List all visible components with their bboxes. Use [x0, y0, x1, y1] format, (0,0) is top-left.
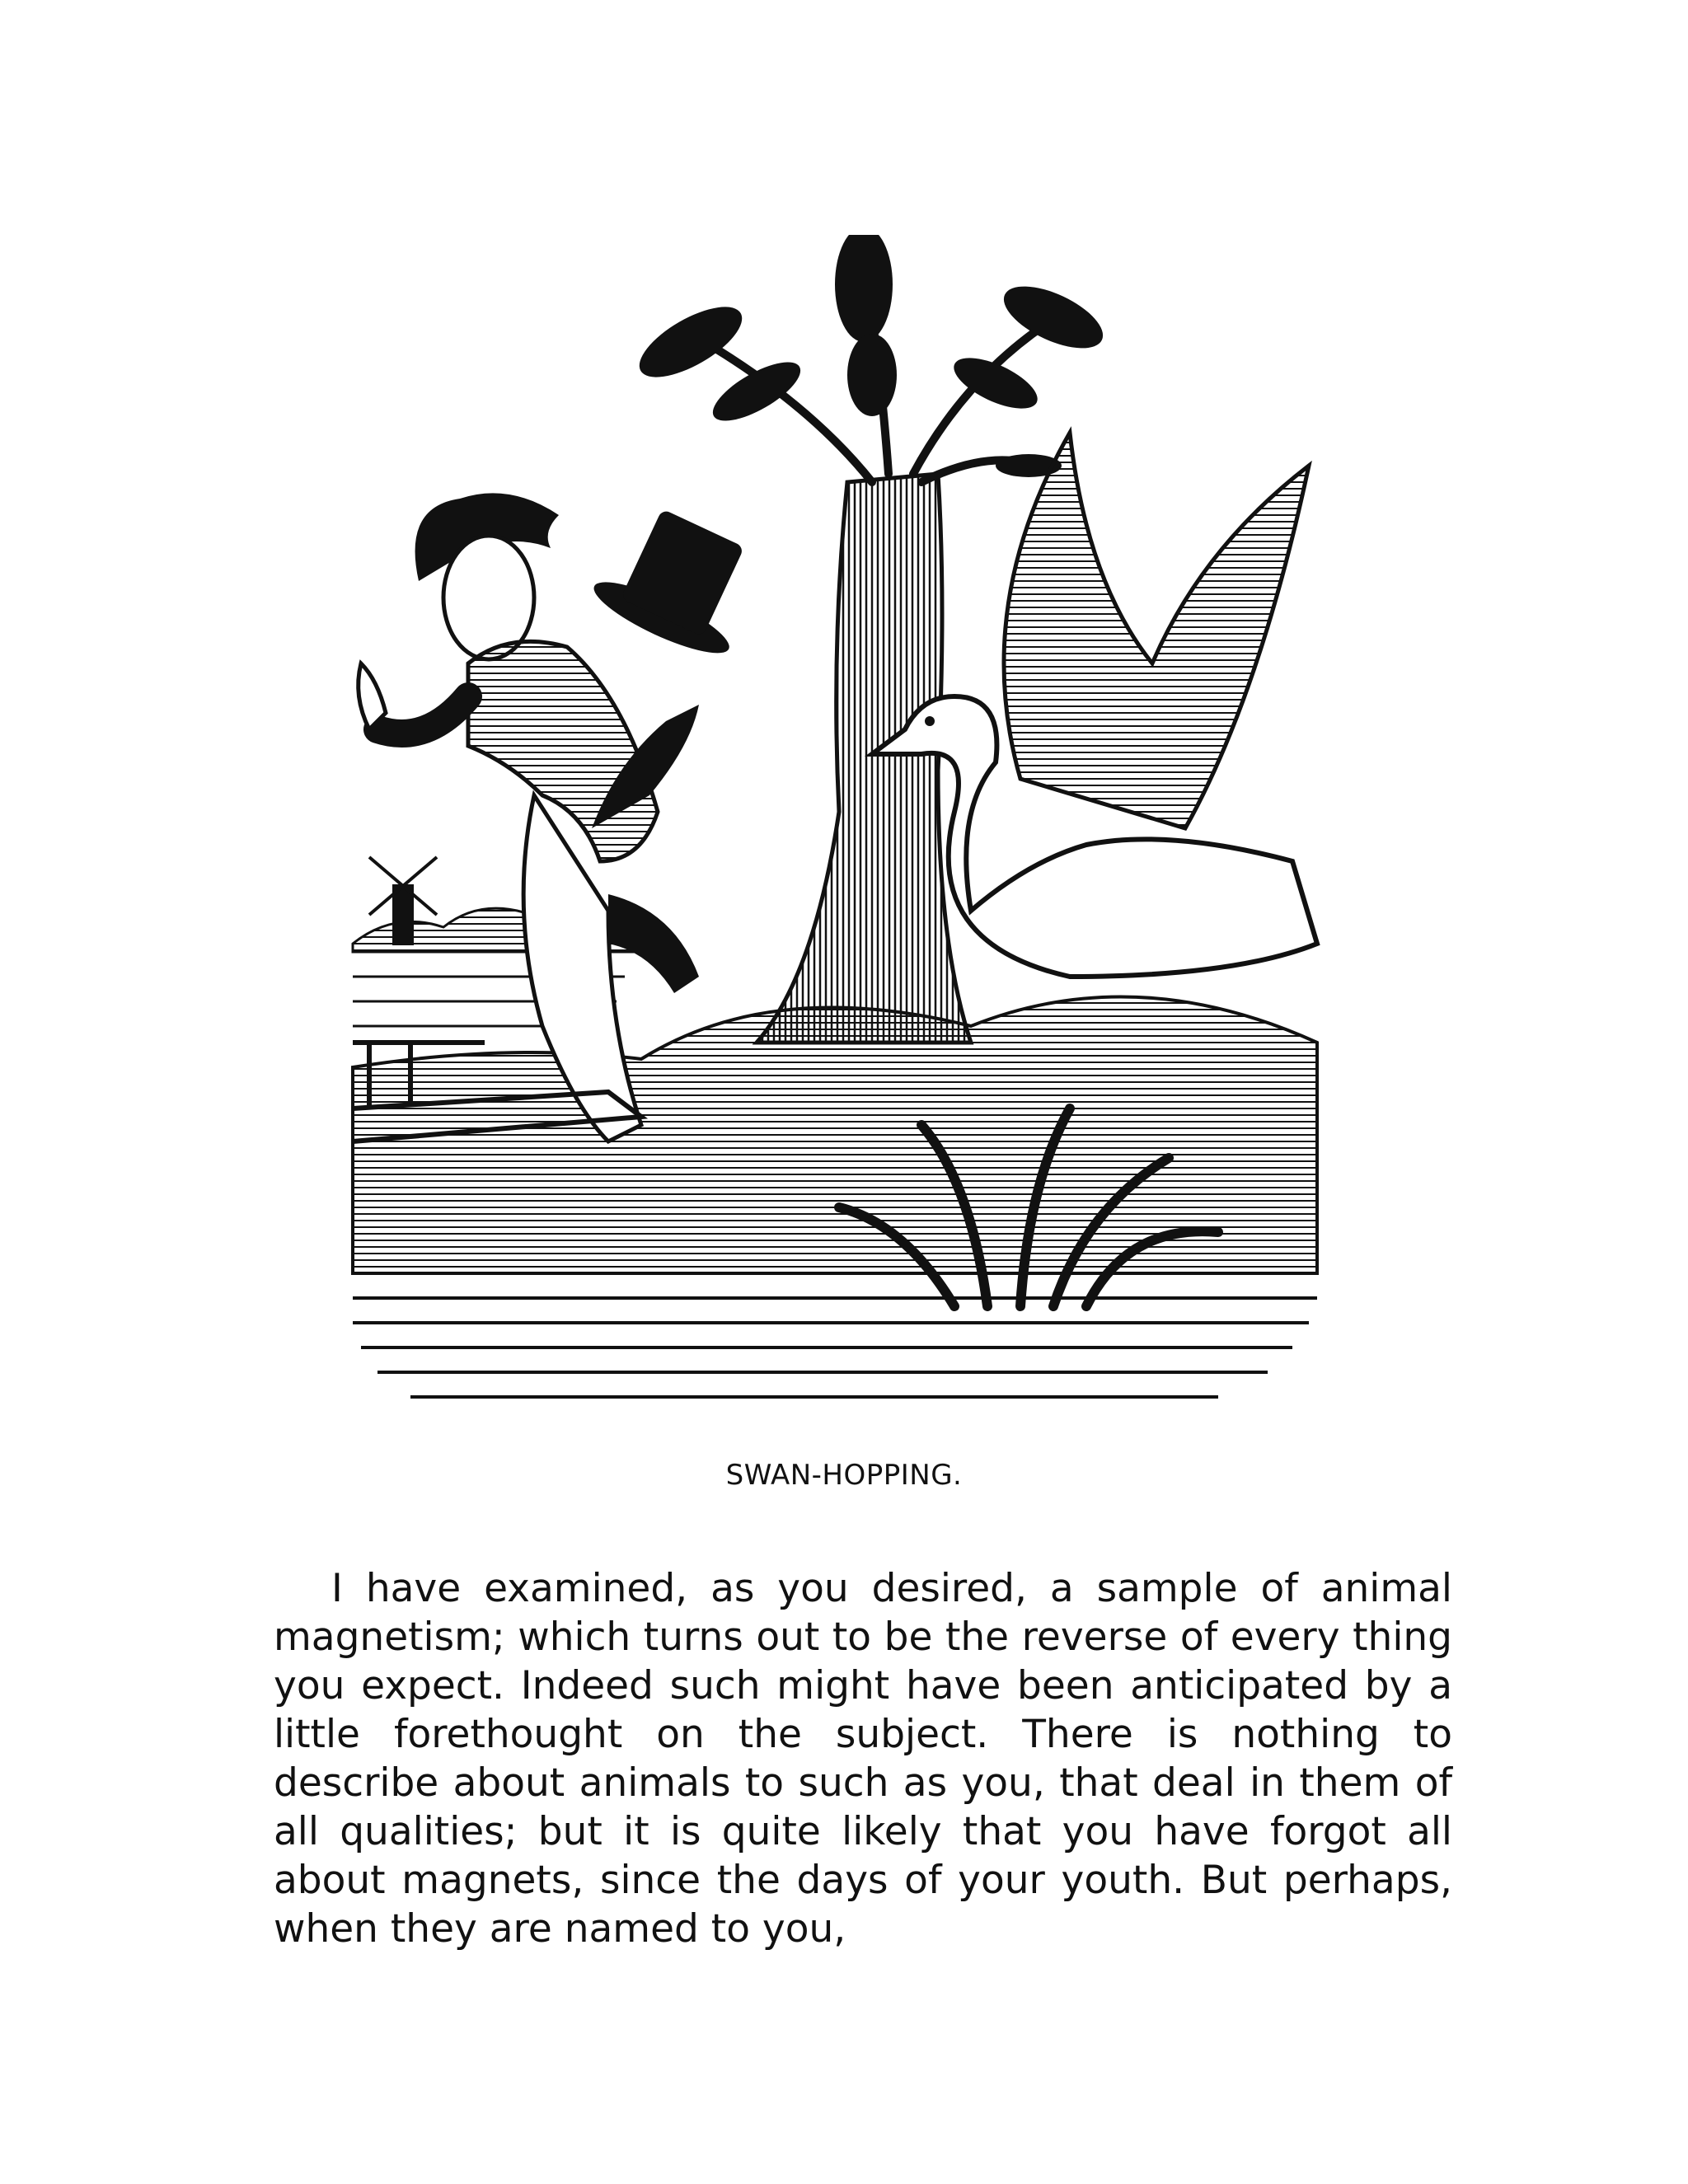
man-leg-lower — [608, 894, 699, 993]
top-hat-icon — [587, 497, 771, 666]
swan-wing — [1004, 433, 1309, 828]
tree-foliage — [629, 235, 1111, 477]
swan-hopping-illustration — [345, 235, 1334, 1422]
man-arm — [377, 696, 468, 733]
swan-eye — [925, 716, 935, 726]
water-lines — [353, 1298, 1317, 1397]
tree-trunk — [757, 474, 971, 1043]
illustration-caption: SWAN-HOPPING. — [725, 1459, 963, 1492]
body-paragraph: I have examined, as you desired, a sample of animal magnetism; which turns out to be the reverse of every thing you expect. Indeed such might have been anticipated by a little forethought on the subject. There is nothing to describe about animals to such as you, that deal in them of all qualities; but it is quite likely that you have forgot all about magnets, since the days of your youth. But perhaps, when they are named to you, — [274, 1566, 1452, 1952]
man-hand — [359, 663, 386, 729]
man-coat — [468, 641, 658, 861]
